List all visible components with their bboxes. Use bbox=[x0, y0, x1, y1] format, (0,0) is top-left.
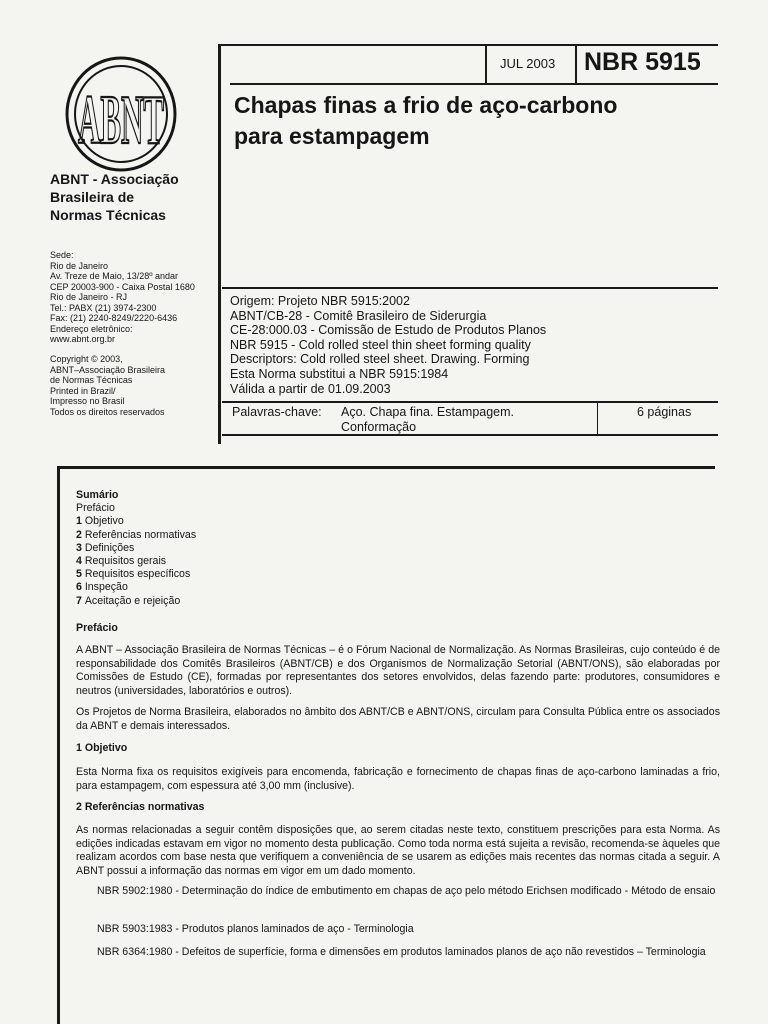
toc-item-number: 2 bbox=[76, 528, 85, 541]
copyright-line: Copyright © 2003, bbox=[50, 354, 123, 364]
address-line: Av. Treze de Maio, 13/28º andar bbox=[50, 271, 179, 281]
toc-item-number: 6 bbox=[76, 581, 85, 594]
section-2-heading: 2 Referências normativas bbox=[76, 801, 205, 813]
page-count: 6 páginas bbox=[637, 405, 692, 419]
toc-item-prefacio: Prefácio bbox=[76, 502, 115, 515]
section-1-heading: 1 Objetivo bbox=[76, 742, 128, 754]
toc-item-label: Objetivo bbox=[84, 515, 124, 528]
toc-item bbox=[76, 542, 336, 555]
address-line: www.abnt.org.br bbox=[50, 334, 116, 344]
toc-item-number: 3 bbox=[76, 541, 85, 554]
organization-name: ABNT - Associação Brasileira de Normas Técnicas bbox=[50, 171, 179, 223]
toc-heading: Sumário bbox=[76, 489, 119, 501]
copyright-line: Impresso no Brasil bbox=[50, 396, 125, 406]
standard-number: NBR 5915 bbox=[584, 48, 701, 76]
toc-item-label: Requisitos gerais bbox=[84, 555, 167, 568]
address-line: Rio de Janeiro bbox=[50, 260, 109, 271]
address-line: CEP 20003-900 - Caixa Postal 1680 bbox=[50, 281, 195, 292]
keywords-separator bbox=[597, 401, 598, 435]
reference-item: NBR 5903:1983 - Produtos planos laminados de aço - Terminologia bbox=[97, 923, 414, 935]
toc-item-number: 4 bbox=[76, 555, 85, 568]
origin-line: ABNT/CB-28 - Comitê Brasileiro de Siderurgia bbox=[230, 308, 487, 323]
origin-line: Descriptors: Cold rolled steel sheet. Drawing. Forming bbox=[230, 352, 530, 367]
toc-item-number: 7 bbox=[76, 594, 85, 607]
body-frame-top-rule bbox=[57, 466, 715, 469]
title-line-2: para estampagem bbox=[234, 123, 430, 149]
body-frame-left-rule bbox=[57, 466, 60, 1024]
toc-item-label: Inspeção bbox=[84, 581, 128, 594]
origin-line: Origem: Projeto NBR 5915:2002 bbox=[230, 294, 410, 308]
toc-item bbox=[76, 581, 336, 594]
copyright-line: Todos os direitos reservados bbox=[50, 406, 165, 417]
copyright-line: ABNT–Associação Brasileira bbox=[50, 364, 166, 375]
keywords-value: Aço. Chapa fina. Estampagem. Conformação bbox=[341, 405, 515, 434]
toc-item bbox=[76, 515, 336, 528]
origin-line: NBR 5915 - Cold rolled steel thin sheet forming quality bbox=[230, 337, 531, 352]
toc-item bbox=[76, 595, 336, 608]
headquarters-address bbox=[50, 250, 220, 345]
header-rule bbox=[230, 83, 718, 85]
origin-line: Válida a partir de 01.09.2003 bbox=[230, 381, 391, 396]
svg-text:ABNT: ABNT bbox=[78, 82, 164, 159]
address-line: Sede: bbox=[50, 250, 74, 260]
address-line: Endereço eletrônico: bbox=[50, 323, 133, 334]
section-2-text: As normas relacionadas a seguir contêm disposições que, ao serem citadas neste texto, constituem prescrições para esta Norma. As edições indicadas estavam em vigor no momento desta publicação. Como toda norma está sujeita a revisão, recomenda-se àqueles que realizam acordos com base nesta que verifiquem a conveniência de se usarem as edições mais recentes das normas citada a seguir. A ABNT possui a informação das normas em vigor em um dado momento. bbox=[76, 824, 720, 877]
publication-date: JUL 2003 bbox=[500, 56, 556, 71]
toc-item-number: 5 bbox=[76, 568, 85, 581]
origin-top-rule bbox=[222, 287, 718, 289]
keywords-label: Palavras-chave: bbox=[232, 405, 322, 419]
address-line: Tel.: PABX (21) 3974-2300 bbox=[50, 302, 157, 313]
origin-block bbox=[230, 294, 710, 396]
toc-item-label: Referências normativas bbox=[84, 528, 197, 541]
toc-item bbox=[76, 568, 336, 581]
table-of-contents bbox=[76, 489, 336, 608]
section-1-text: Esta Norma fixa os requisitos exigíveis para encomenda, fabricação e fornecimento de chapas finas de aço-carbono laminadas a frio, para estampagem, com espessura até 3,00 mm (inclusive). bbox=[76, 766, 720, 792]
preface-paragraph-2: Os Projetos de Norma Brasileira, elaborados no âmbito dos ABNT/CB e ABNT/ONS, circulam para Consulta Pública entre os associados da ABNT e demais interessados. bbox=[76, 706, 720, 732]
toc-item bbox=[76, 529, 336, 542]
address-line: Fax: (21) 2240-8249/2220-6436 bbox=[50, 313, 178, 323]
copyright-line: Printed in Brazil/ bbox=[50, 385, 116, 396]
reference-item: NBR 6364:1980 - Defeitos de superfície, forma e dimensões em produtos laminados planos de aço não revestidos – Terminologia bbox=[97, 946, 706, 958]
preface-heading: Prefácio bbox=[76, 622, 118, 634]
document-title bbox=[234, 90, 704, 152]
toc-item-label: Requisitos específicos bbox=[84, 568, 191, 581]
toc-item bbox=[76, 555, 336, 568]
preface-paragraph-1: A ABNT – Associação Brasileira de Normas Técnicas – é o Fórum Nacional de Normalização. As Normas Brasileiras, cujo conteúdo é de responsabilidade dos Comitês Brasileiros (ABNT/CB) e dos Organismos de Normalização Setorial (ABNT/ONS), são elaboradas por Comissões de Estudo (CE), formadas por representantes dos setores envolvidos, delas fazendo parte: produtores, consumidores e neutros (universidades, laboratórios e outros). bbox=[76, 644, 720, 697]
title-line-1: Chapas finas a frio de aço-carbono bbox=[234, 92, 618, 118]
origin-line: Esta Norma substitui a NBR 5915:1984 bbox=[230, 366, 449, 381]
toc-item-number: 1 bbox=[76, 515, 85, 528]
address-line: Rio de Janeiro - RJ bbox=[50, 292, 128, 302]
header-frame-top-rule bbox=[218, 44, 718, 46]
copyright-notice bbox=[50, 354, 220, 417]
reference-item: NBR 5902:1980 - Determinação do índice de embutimento em chapas de aço pelo método Erichsen modificado - Método de ensaio bbox=[97, 885, 716, 897]
keywords-top-rule bbox=[222, 401, 718, 403]
toc-item-label: Aceitação e rejeição bbox=[84, 594, 181, 607]
copyright-line: de Normas Técnicas bbox=[50, 375, 133, 385]
toc-items bbox=[76, 515, 336, 607]
abnt-logo bbox=[60, 48, 182, 178]
origin-line: CE-28:000.03 - Comissão de Estudo de Produtos Planos bbox=[230, 323, 547, 338]
toc-item-label: Definições bbox=[84, 541, 135, 554]
